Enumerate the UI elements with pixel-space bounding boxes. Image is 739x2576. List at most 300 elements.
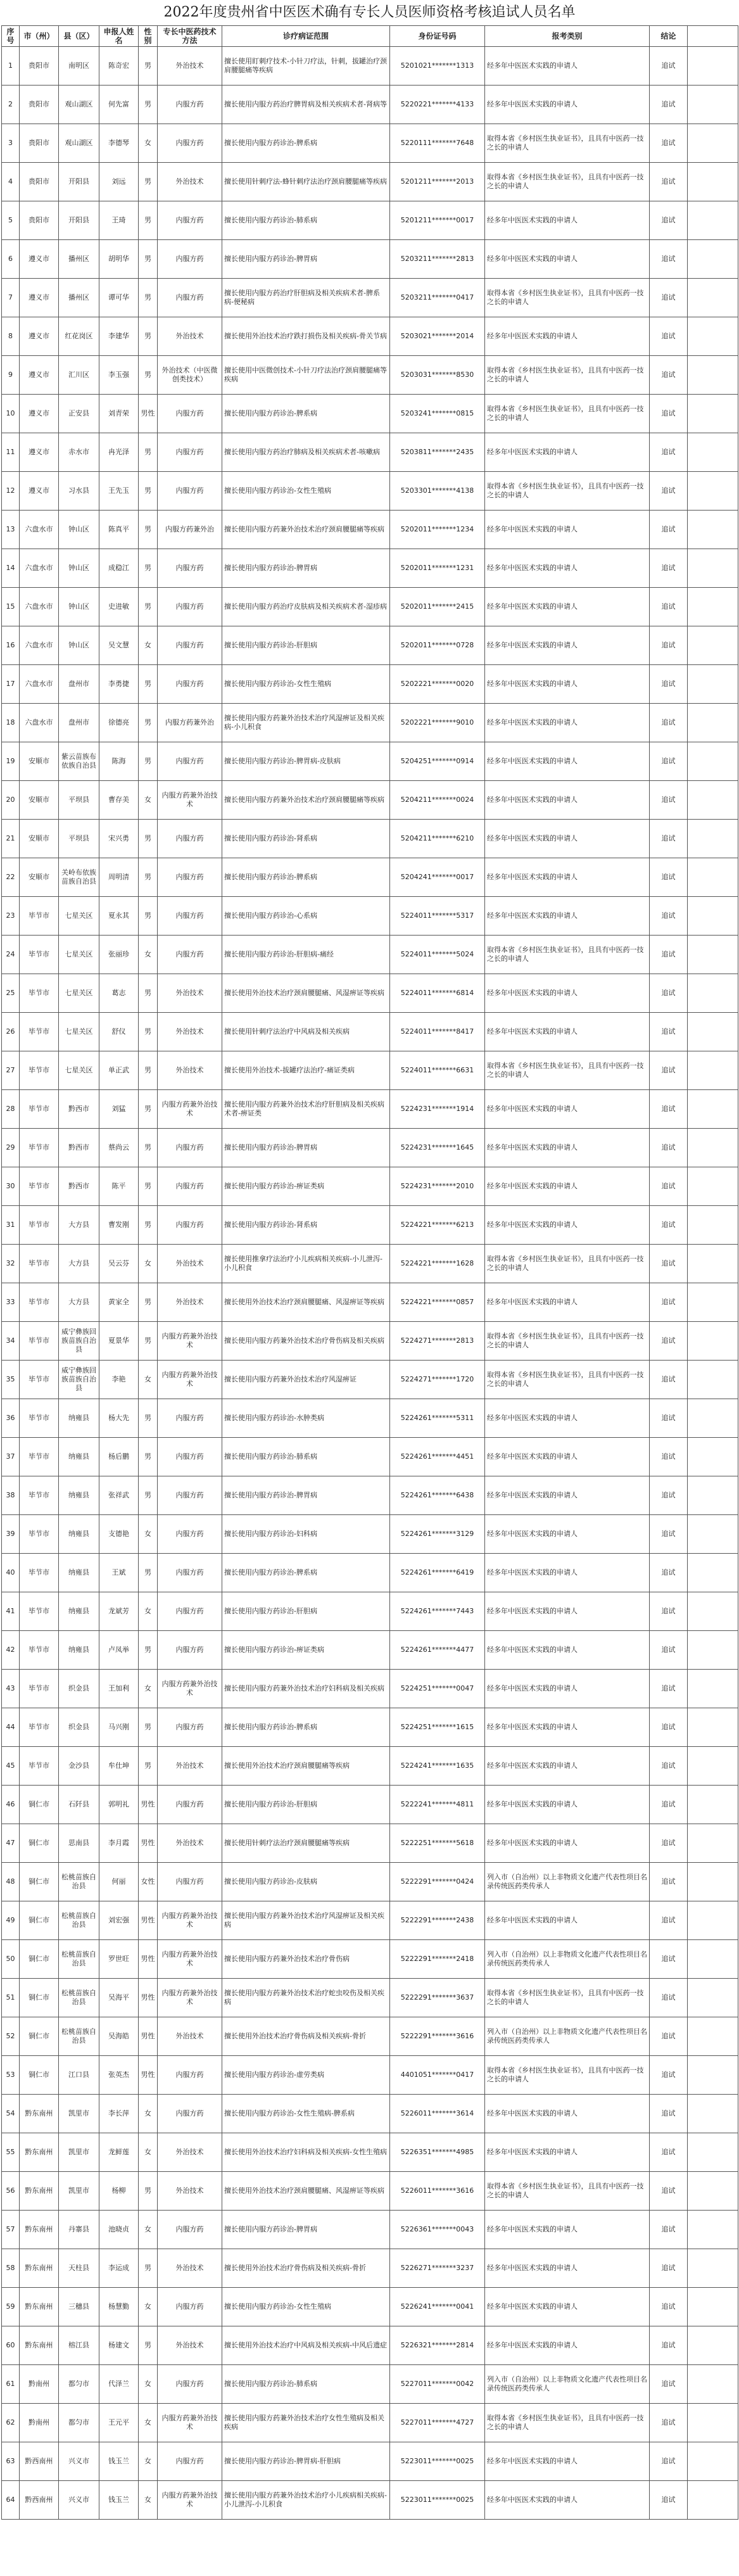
gender-cell: 男性 [139,1979,158,2017]
application-category-cell: 经多年中医医术实践的申请人 [485,2326,650,2365]
extra-cell [688,433,738,472]
application-category-cell: 经多年中医医术实践的申请人 [485,820,650,858]
city-cell: 毕节市 [20,1167,59,1206]
city-cell: 铜仁市 [20,2056,59,2095]
treatment-scope-cell: 擅长使用内服方药诊治-肝胆病-痛经 [222,936,390,974]
city-cell: 黔东南州 [20,2095,59,2133]
row-number: 54 [2,2095,20,2133]
treatment-scope-cell: 擅长使用内服方药兼外治技术治疗风湿痹证 [222,1361,390,1399]
conclusion-cell: 追试 [650,897,688,936]
conclusion-cell: 追试 [650,317,688,356]
gender-cell: 女 [139,781,158,820]
county-cell: 钟山区 [59,626,99,665]
id-number-cell: 5226271*******3237 [390,2249,485,2288]
technique-cell: 内服方药 [158,897,222,936]
county-cell: 黔西市 [59,1090,99,1129]
table-row [2,1863,738,1901]
city-cell: 毕节市 [20,974,59,1013]
applicant-name-cell: 胡明华 [99,240,139,279]
row-number: 32 [2,1245,20,1283]
gender-cell: 男 [139,1631,158,1670]
gender-cell: 男 [139,1129,158,1167]
application-category-cell: 经多年中医医术实践的申请人 [485,704,650,742]
table-row [2,240,738,279]
city-cell: 安顺市 [20,742,59,781]
column-header: 专长中医药技术方法 [158,26,222,47]
city-cell: 毕节市 [20,1515,59,1554]
conclusion-cell: 追试 [650,1090,688,1129]
row-number: 61 [2,2365,20,2404]
treatment-scope-cell: 擅长使用内服方药诊治-女性生殖病 [222,665,390,704]
conclusion-cell: 追试 [650,2442,688,2481]
applicant-name-cell: 李运成 [99,2249,139,2288]
row-number: 46 [2,1786,20,1824]
conclusion-cell: 追试 [650,1863,688,1901]
city-cell: 毕节市 [20,1476,59,1515]
treatment-scope-cell: 擅长使用内服方药诊治-脾胃病 [222,549,390,588]
id-number-cell: 5201211*******2013 [390,163,485,201]
conclusion-cell: 追试 [650,1554,688,1592]
extra-cell [688,936,738,974]
table-body [2,47,738,2520]
treatment-scope-cell: 擅长使用内服方药诊治-脾胃病 [222,1129,390,1167]
gender-cell: 男 [139,47,158,86]
treatment-scope-cell: 擅长使用针刺疗法-蜂针刺疗法治疗颈肩腰腿痛等疾病 [222,163,390,201]
county-cell: 七星关区 [59,1013,99,1051]
treatment-scope-cell: 擅长使用推拿疗法治疗小儿疾病相关疾病-小儿泄泻-小儿积食 [222,1245,390,1283]
technique-cell: 内服方药兼外治 [158,704,222,742]
application-category-cell: 列入市（自治州）以上非物质文化遗产代表性项目名录传统医药类传承人 [485,2365,650,2404]
gender-cell: 女 [139,2365,158,2404]
application-category-cell: 取得本省《乡村医生执业证书》，且具有中医药一技之长的申请人 [485,395,650,433]
table-row [2,1129,738,1167]
id-number-cell: 5203241*******0815 [390,395,485,433]
extra-cell [688,2133,738,2172]
city-cell: 黔南州 [20,2404,59,2442]
conclusion-cell: 追试 [650,1940,688,1979]
county-cell: 都匀市 [59,2365,99,2404]
conclusion-cell: 追试 [650,549,688,588]
application-category-cell: 列入市（自治州）以上非物质文化遗产代表性项目名录传统医药类传承人 [485,1940,650,1979]
row-number: 42 [2,1631,20,1670]
gender-cell: 男性 [139,1824,158,1863]
row-number: 9 [2,356,20,395]
table-row [2,163,738,201]
conclusion-cell: 追试 [650,356,688,395]
extra-cell [688,549,738,588]
gender-cell: 女 [139,1245,158,1283]
county-cell: 七星关区 [59,974,99,1013]
county-cell: 七星关区 [59,1051,99,1090]
county-cell: 松桃苗族自治县 [59,1901,99,1940]
id-number-cell: 5204211*******0024 [390,781,485,820]
table-row [2,1631,738,1670]
application-category-cell: 经多年中医医术实践的申请人 [485,1013,650,1051]
application-category-cell: 经多年中医医术实践的申请人 [485,626,650,665]
id-number-cell: 5202221*******0020 [390,665,485,704]
technique-cell: 内服方药 [158,858,222,897]
gender-cell: 女 [139,2404,158,2442]
conclusion-cell: 追试 [650,2365,688,2404]
application-category-cell: 经多年中医医术实践的申请人 [485,549,650,588]
treatment-scope-cell: 擅长使用内服方药诊治-脾系病 [222,858,390,897]
id-number-cell: 5224261*******6438 [390,1476,485,1515]
extra-cell [688,2211,738,2249]
city-cell: 毕节市 [20,1206,59,1245]
conclusion-cell: 追试 [650,47,688,86]
id-number-cell: 5224261*******4477 [390,1631,485,1670]
gender-cell: 男性 [139,395,158,433]
city-cell: 毕节市 [20,1245,59,1283]
gender-cell: 男 [139,1167,158,1206]
conclusion-cell: 追试 [650,626,688,665]
conclusion-cell: 追试 [650,1438,688,1476]
extra-cell [688,86,738,124]
application-category-cell: 经多年中医医术实践的申请人 [485,1670,650,1708]
extra-cell [688,472,738,511]
table-row [2,1399,738,1438]
applicant-name-cell: 刘青荣 [99,395,139,433]
treatment-scope-cell: 擅长使用盯刺疗技术-小针刀疗法，针刺，拔罐治疗颈肩腰腿痛等疾病 [222,47,390,86]
applicant-name-cell: 杨后鹏 [99,1438,139,1476]
conclusion-cell: 追试 [650,2211,688,2249]
table-row [2,549,738,588]
gender-cell: 男 [139,2249,158,2288]
row-number: 12 [2,472,20,511]
id-number-cell: 5203021*******2014 [390,317,485,356]
application-category-cell: 取得本省《乡村医生执业证书》，且具有中医药一技之长的申请人 [485,279,650,317]
applicant-name-cell: 陈平 [99,1167,139,1206]
treatment-scope-cell: 擅长使用内服方药诊治-肺系病 [222,1438,390,1476]
application-category-cell: 经多年中医医术实践的申请人 [485,1515,650,1554]
application-category-cell: 经多年中医医术实践的申请人 [485,2095,650,2133]
technique-cell: 内服方药 [158,86,222,124]
treatment-scope-cell: 擅长使用内服方药诊治-肺系病 [222,2365,390,2404]
technique-cell: 内服方药 [158,1708,222,1747]
row-number: 53 [2,2056,20,2095]
city-cell: 贵阳市 [20,201,59,240]
table-row [2,1940,738,1979]
city-cell: 毕节市 [20,1592,59,1631]
technique-cell: 内服方药兼外治技术 [158,781,222,820]
city-cell: 毕节市 [20,1129,59,1167]
technique-cell: 内服方药 [158,626,222,665]
table-row [2,1051,738,1090]
extra-cell [688,356,738,395]
applicant-name-cell: 徐德亮 [99,704,139,742]
conclusion-cell: 追试 [650,1476,688,1515]
applicant-name-cell: 王先玉 [99,472,139,511]
county-cell: 纳雍县 [59,1592,99,1631]
extra-cell [688,1940,738,1979]
technique-cell: 内服方药 [158,240,222,279]
technique-cell: 内服方药兼外治技术 [158,2404,222,2442]
id-number-cell: 5223011*******0025 [390,2442,485,2481]
row-number: 18 [2,704,20,742]
extra-cell [688,279,738,317]
applicant-name-cell: 龙斌芳 [99,1592,139,1631]
row-number: 38 [2,1476,20,1515]
technique-cell: 外治技术 [158,1283,222,1322]
city-cell: 遵义市 [20,472,59,511]
row-number: 45 [2,1747,20,1786]
application-category-cell: 经多年中医医术实践的申请人 [485,511,650,549]
application-category-cell: 经多年中医医术实践的申请人 [485,1283,650,1322]
applicant-name-cell: 葛志 [99,974,139,1013]
applicant-name-cell: 陈真平 [99,511,139,549]
table-row [2,1283,738,1322]
gender-cell: 男 [139,1747,158,1786]
application-category-cell: 列入市（自治州）以上非物质文化遗产代表性项目名录传统医药类传承人 [485,1863,650,1901]
application-category-cell: 经多年中医医术实践的申请人 [485,858,650,897]
treatment-scope-cell: 擅长使用内服方药兼外治技术治疗肝胆病及相关疾病术者-痹证类 [222,1090,390,1129]
county-cell: 松桃苗族自治县 [59,1863,99,1901]
gender-cell: 男 [139,356,158,395]
id-number-cell: 5204211*******6210 [390,820,485,858]
application-category-cell: 经多年中医医术实践的申请人 [485,2249,650,2288]
id-number-cell: 5226241*******0041 [390,2288,485,2326]
extra-cell [688,1670,738,1708]
city-cell: 安顺市 [20,820,59,858]
table-row [2,2365,738,2404]
county-cell: 纳雍县 [59,1438,99,1476]
gender-cell: 男 [139,549,158,588]
county-cell: 大方县 [59,1245,99,1283]
table-row [2,1476,738,1515]
city-cell: 毕节市 [20,1361,59,1399]
gender-cell: 女 [139,2095,158,2133]
city-cell: 毕节市 [20,1013,59,1051]
id-number-cell: 5226361*******0043 [390,2211,485,2249]
county-cell: 正安县 [59,395,99,433]
id-number-cell: 4401051*******0417 [390,2056,485,2095]
row-number: 62 [2,2404,20,2442]
extra-cell [688,2017,738,2056]
applicant-name-cell: 李月霞 [99,1824,139,1863]
applicant-name-cell: 李建华 [99,317,139,356]
id-number-cell: 5227011*******0042 [390,2365,485,2404]
row-number: 41 [2,1592,20,1631]
table-row [2,47,738,86]
id-number-cell: 5226321*******2814 [390,2326,485,2365]
technique-cell: 内服方药兼外治技术 [158,1979,222,2017]
county-cell: 威宁彝族回族苗族自治县 [59,1322,99,1361]
technique-cell: 外治技术 [158,2249,222,2288]
city-cell: 六盘水市 [20,549,59,588]
conclusion-cell: 追试 [650,2481,688,2520]
treatment-scope-cell: 擅长使用针刺疗法治疗中风病及相关疾病 [222,1013,390,1051]
gender-cell: 男性 [139,2056,158,2095]
gender-cell: 女 [139,1670,158,1708]
applicant-name-cell: 何丽 [99,1863,139,1901]
extra-cell [688,742,738,781]
application-category-cell: 经多年中医医术实践的申请人 [485,781,650,820]
gender-cell: 男 [139,897,158,936]
gender-cell: 男性 [139,1786,158,1824]
id-number-cell: 5222291*******3616 [390,2017,485,2056]
id-number-cell: 5224251*******1615 [390,1708,485,1747]
treatment-scope-cell: 擅长使用内服方药诊治-妇科病 [222,1515,390,1554]
row-number: 30 [2,1167,20,1206]
applicant-name-cell: 刘宏强 [99,1901,139,1940]
technique-cell: 内服方药兼外治技术 [158,1901,222,1940]
row-number: 58 [2,2249,20,2288]
technique-cell: 内服方药 [158,124,222,163]
row-number: 19 [2,742,20,781]
conclusion-cell: 追试 [650,1051,688,1090]
gender-cell: 女 [139,2481,158,2520]
table-row [2,1592,738,1631]
row-number: 34 [2,1322,20,1361]
treatment-scope-cell: 擅长使用内服方药诊治-虚劳类病 [222,2056,390,2095]
city-cell: 六盘水市 [20,588,59,626]
conclusion-cell: 追试 [650,2326,688,2365]
application-category-cell: 取得本省《乡村医生执业证书》，且具有中医药一技之长的申请人 [485,1051,650,1090]
conclusion-cell: 追试 [650,1631,688,1670]
application-category-cell: 经多年中医医术实践的申请人 [485,1399,650,1438]
county-cell: 大方县 [59,1206,99,1245]
table-row [2,742,738,781]
extra-cell [688,163,738,201]
gender-cell: 男 [139,1399,158,1438]
conclusion-cell: 追试 [650,1245,688,1283]
extra-cell [688,2095,738,2133]
application-category-cell: 经多年中医医术实践的申请人 [485,742,650,781]
application-category-cell: 经多年中医医术实践的申请人 [485,1206,650,1245]
technique-cell: 外治技术 [158,163,222,201]
gender-cell: 男 [139,858,158,897]
applicant-name-cell: 杨建文 [99,2326,139,2365]
treatment-scope-cell: 擅长使用内服方药治疗皮肤病及相关疾病术者-湿疹病 [222,588,390,626]
county-cell: 兴义市 [59,2442,99,2481]
applicant-name-cell: 宋兴勇 [99,820,139,858]
applicant-name-cell: 钱玉兰 [99,2481,139,2520]
treatment-scope-cell: 擅长使用内服方药诊治-脾胃病 [222,240,390,279]
id-number-cell: 5222291*******0424 [390,1863,485,1901]
extra-cell [688,2481,738,2520]
city-cell: 遵义市 [20,279,59,317]
row-number: 8 [2,317,20,356]
county-cell: 纳雍县 [59,1554,99,1592]
extra-cell [688,1515,738,1554]
technique-cell: 内服方药兼外治 [158,511,222,549]
treatment-scope-cell: 擅长使用内服方药兼外治技术治疗风湿痹证及相关疾病 [222,1901,390,1940]
technique-cell: 内服方药 [158,820,222,858]
column-header: 诊疗病证范围 [222,26,390,47]
technique-cell: 内服方药 [158,1438,222,1476]
extra-cell [688,2056,738,2095]
conclusion-cell: 追试 [650,742,688,781]
applicant-name-cell: 冉光泽 [99,433,139,472]
gender-cell: 男 [139,1554,158,1592]
gender-cell: 男性 [139,1901,158,1940]
id-number-cell: 5227011*******4727 [390,2404,485,2442]
gender-cell: 男 [139,742,158,781]
technique-cell: 外治技术 [158,2017,222,2056]
treatment-scope-cell: 擅长使用内服方药诊治-痹证类病 [222,1167,390,1206]
gender-cell: 女 [139,2211,158,2249]
id-number-cell: 5222291*******2438 [390,1901,485,1940]
gender-cell: 男 [139,704,158,742]
conclusion-cell: 追试 [650,2249,688,2288]
technique-cell: 外治技术 [158,317,222,356]
application-category-cell: 经多年中医医术实践的申请人 [485,2442,650,2481]
table-row [2,858,738,897]
table-row [2,1901,738,1940]
row-number: 36 [2,1399,20,1438]
technique-cell: 内服方药兼外治技术 [158,1090,222,1129]
applicant-name-cell: 吴文慧 [99,626,139,665]
extra-cell [688,124,738,163]
row-number: 59 [2,2288,20,2326]
applicant-name-cell: 杨大先 [99,1399,139,1438]
county-cell: 黔西市 [59,1167,99,1206]
county-cell: 织金县 [59,1708,99,1747]
applicant-name-cell: 李勇捷 [99,665,139,704]
conclusion-cell: 追试 [650,1515,688,1554]
county-cell: 紫云苗族布依族自治县 [59,742,99,781]
row-number: 17 [2,665,20,704]
county-cell: 纳雍县 [59,1476,99,1515]
extra-cell [688,1476,738,1515]
conclusion-cell: 追试 [650,1322,688,1361]
gender-cell: 女 [139,1515,158,1554]
row-number: 39 [2,1515,20,1554]
city-cell: 毕节市 [20,1631,59,1670]
row-number: 24 [2,936,20,974]
city-cell: 安顺市 [20,858,59,897]
application-category-cell: 取得本省《乡村医生执业证书》，且具有中医药一技之长的申请人 [485,1361,650,1399]
applicant-name-cell: 吴海皓 [99,2017,139,2056]
city-cell: 黔东南州 [20,2249,59,2288]
id-number-cell: 5226351*******4985 [390,2133,485,2172]
conclusion-cell: 追试 [650,279,688,317]
id-number-cell: 5224241*******1635 [390,1747,485,1786]
technique-cell: 内服方药兼外治技术 [158,1940,222,1979]
extra-cell [688,47,738,86]
column-header: 申报人姓名 [99,26,139,47]
extra-cell [688,2404,738,2442]
treatment-scope-cell: 擅长使用内服方药兼外治技术治疗骨伤病 [222,1940,390,1979]
extra-cell [688,1747,738,1786]
city-cell: 黔东南州 [20,2133,59,2172]
treatment-scope-cell: 擅长使用内服方药诊治-脾系病 [222,1554,390,1592]
conclusion-cell: 追试 [650,936,688,974]
table-row [2,511,738,549]
city-cell: 铜仁市 [20,1786,59,1824]
table-row [2,1515,738,1554]
table-row [2,2481,738,2520]
city-cell: 毕节市 [20,1708,59,1747]
treatment-scope-cell: 擅长使用外治技术治疗跌打损伤及相关疾病-骨关节病 [222,317,390,356]
treatment-scope-cell: 擅长使用外治技术治疗颈肩腰腿痛、风湿痹证等疾病 [222,1283,390,1322]
treatment-scope-cell: 擅长使用内服方药诊治-女性生殖病-脾系病 [222,2095,390,2133]
id-number-cell: 5222291*******3637 [390,1979,485,2017]
id-number-cell: 5224261*******7443 [390,1592,485,1631]
extra-cell [688,2172,738,2211]
table-row [2,1824,738,1863]
applicant-name-cell: 蔡尚云 [99,1129,139,1167]
extra-cell [688,2442,738,2481]
conclusion-cell: 追试 [650,781,688,820]
applicant-name-cell: 曹发刚 [99,1206,139,1245]
table-row [2,2211,738,2249]
city-cell: 黔南州 [20,2365,59,2404]
row-number: 43 [2,1670,20,1708]
conclusion-cell: 追试 [650,2056,688,2095]
gender-cell: 男 [139,201,158,240]
id-number-cell: 5220221*******4133 [390,86,485,124]
